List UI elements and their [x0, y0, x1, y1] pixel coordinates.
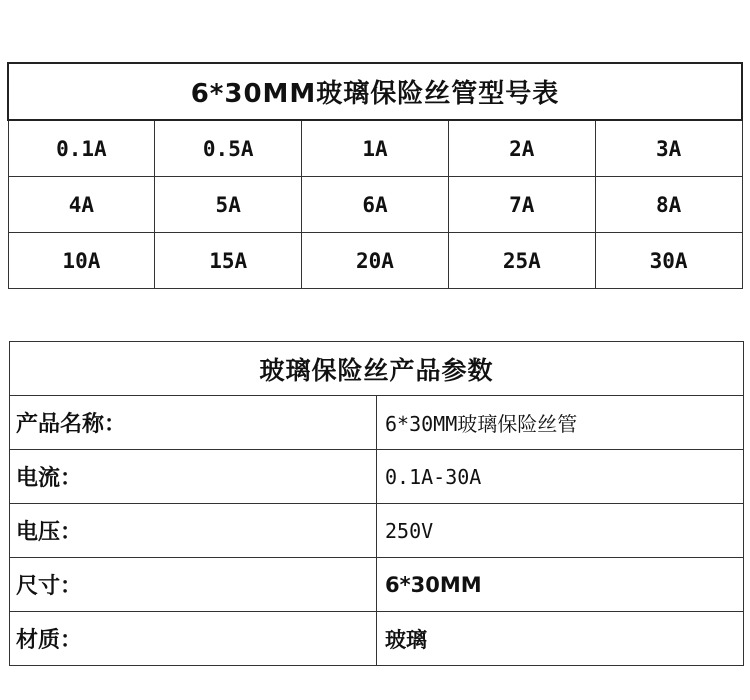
param-value: 6*30MM — [377, 558, 744, 612]
param-value: 玻璃 — [377, 612, 744, 666]
model-cell: 30A — [595, 233, 742, 289]
model-table-title-row — [8, 63, 742, 120]
model-cell: 3A — [595, 120, 742, 177]
param-row-name — [10, 396, 744, 450]
model-cell: 5A — [155, 177, 302, 233]
model-cell: 4A — [8, 177, 155, 233]
model-row — [8, 120, 742, 177]
param-row-size — [10, 558, 744, 612]
model-cell: 10A — [8, 233, 155, 289]
model-cell: 8A — [595, 177, 742, 233]
param-label: 电压： — [10, 504, 377, 558]
param-value: 6*30MM玻璃保险丝管 — [377, 396, 744, 450]
model-cell: 15A — [155, 233, 302, 289]
model-cell: 6A — [302, 177, 449, 233]
model-cell: 0.5A — [155, 120, 302, 177]
model-cell: 7A — [448, 177, 595, 233]
model-cell: 2A — [448, 120, 595, 177]
product-params-table — [9, 341, 744, 666]
param-label: 产品名称： — [10, 396, 377, 450]
param-row-voltage — [10, 504, 744, 558]
params-table-title-row — [10, 342, 744, 396]
param-label: 电流： — [10, 450, 377, 504]
model-cell: 0.1A — [8, 120, 155, 177]
param-label: 材质： — [10, 612, 377, 666]
model-cell: 20A — [302, 233, 449, 289]
model-row — [8, 233, 742, 289]
model-row — [8, 177, 742, 233]
model-cell: 25A — [448, 233, 595, 289]
model-table-title: 6*30MM玻璃保险丝管型号表 — [8, 63, 742, 120]
param-label: 尺寸： — [10, 558, 377, 612]
param-value: 250V — [377, 504, 744, 558]
fuse-model-table — [7, 62, 743, 289]
param-row-current — [10, 450, 744, 504]
model-cell: 1A — [302, 120, 449, 177]
param-row-material — [10, 612, 744, 666]
param-value: 0.1A-30A — [377, 450, 744, 504]
params-table-title: 玻璃保险丝产品参数 — [10, 342, 744, 396]
